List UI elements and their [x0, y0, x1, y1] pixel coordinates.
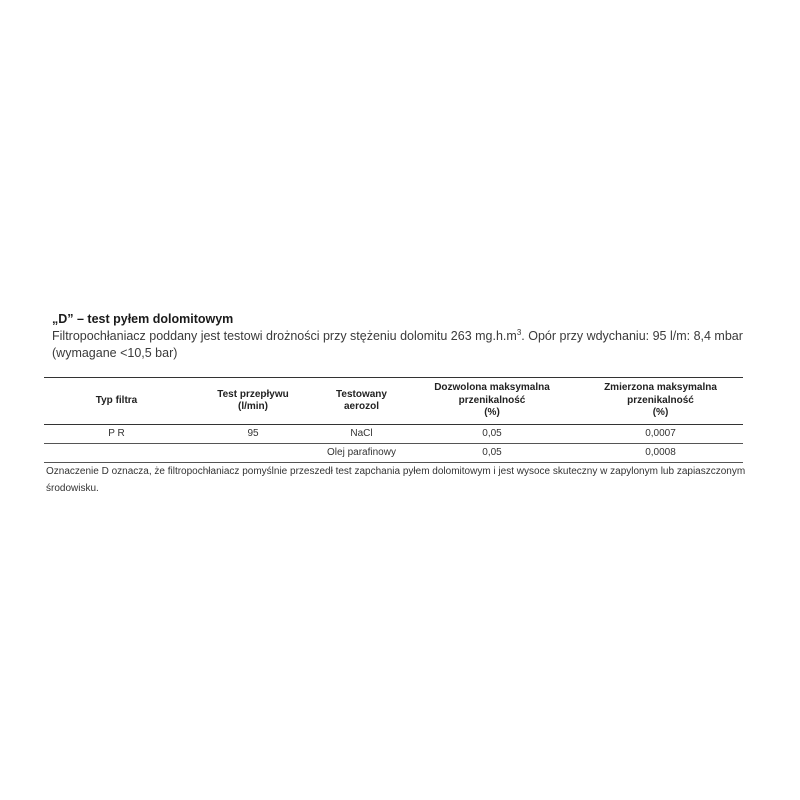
- section-block: [52, 311, 744, 362]
- cell-flow: [189, 444, 317, 463]
- header-filter-type: Typ filtra: [95, 394, 138, 406]
- header-aerosol: Testowany aerozol: [336, 388, 387, 412]
- paragraph-text-1: Filtropochłaniacz poddany jest testowi drożności przy stężeniu dolomitu 263 mg.h.m: [52, 329, 517, 343]
- cell-filter-type: P R: [108, 428, 125, 439]
- table-header-row: [44, 378, 743, 425]
- header-flow-test: Test przepływu (l/min): [217, 388, 289, 412]
- cell-aerosol: NaCl: [350, 428, 373, 439]
- results-table: [44, 377, 743, 463]
- cell-flow: 95: [247, 428, 259, 439]
- section-title: „D” – test pyłem dolomitowym: [52, 312, 234, 326]
- paragraph-superscript: 3: [516, 327, 522, 337]
- table-row: [44, 444, 743, 463]
- cell-allowed: 0,05: [482, 447, 502, 458]
- paragraph-text-2: . Opór przy wdychaniu: 95 l/m: 8,4 mbar (wymagane <10,5 bar): [52, 329, 743, 360]
- cell-measured: 0,0007: [645, 428, 676, 439]
- cell-filter-type: [44, 444, 189, 463]
- footnote: Oznaczenie D oznacza, że filtropochłaniacz pomyślnie przeszedł test zapchania pyłem dolomitowym i jest wysoce skuteczny w zapylonym lub zapiaszczonym środowisku.: [46, 466, 746, 494]
- cell-aerosol: Olej parafinowy: [327, 447, 396, 458]
- cell-allowed: 0,05: [482, 428, 502, 439]
- cell-measured: 0,0008: [645, 447, 676, 458]
- header-allowed-penetration: Dozwolona maksymalna przenikalność (%): [434, 382, 550, 419]
- section-paragraph: [52, 328, 744, 362]
- header-measured-penetration: Zmierzona maksymalna przenikalność (%): [604, 382, 717, 419]
- table-row: [44, 425, 743, 444]
